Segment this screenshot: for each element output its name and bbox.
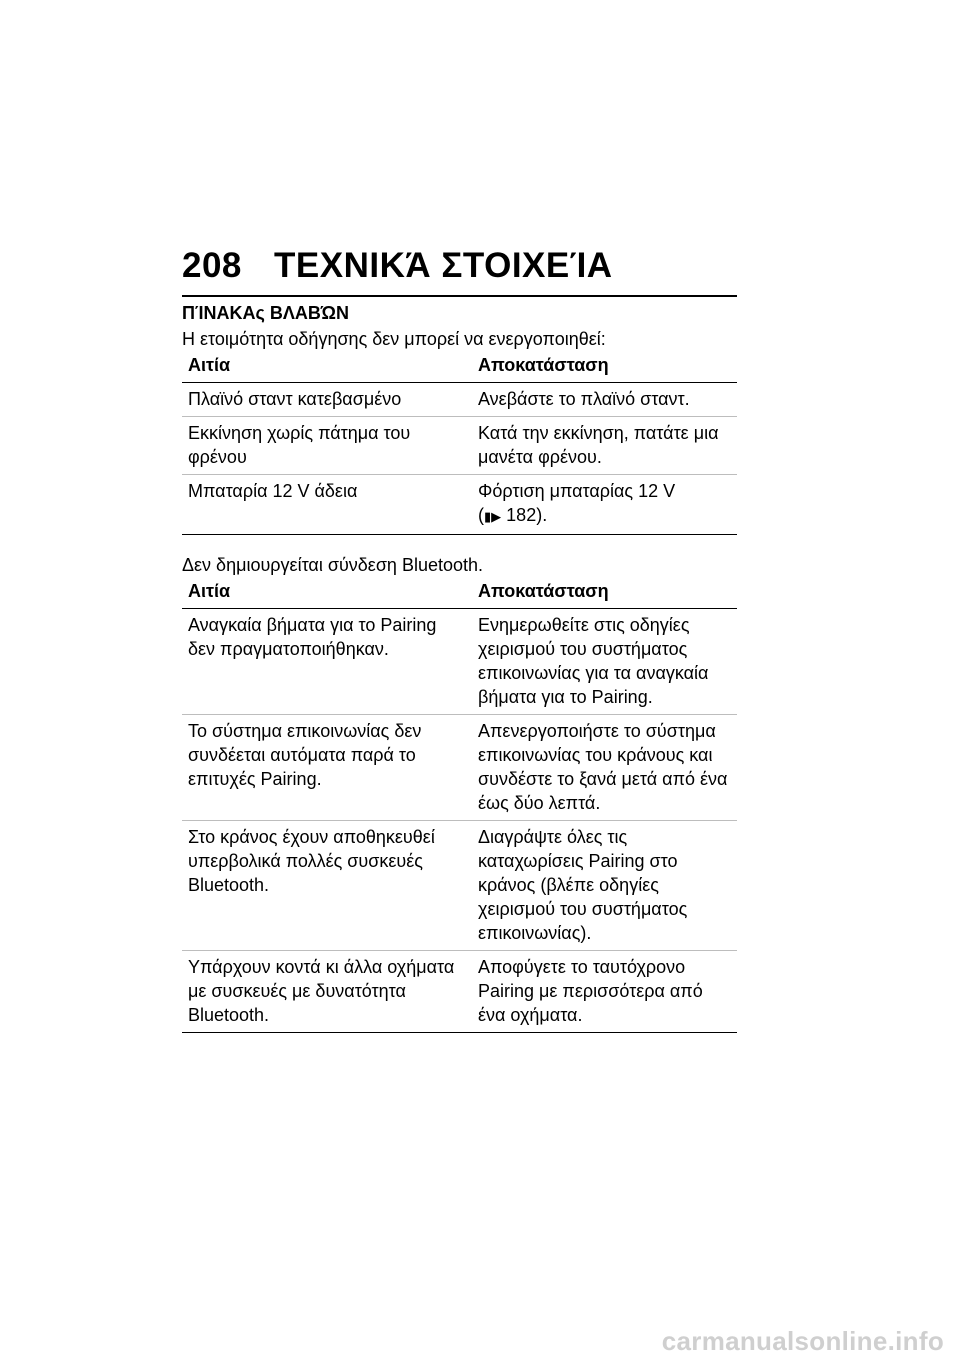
- remedy-cell: Κατά την εκκίνηση, πατάτε μια μανέτα φρένου.: [472, 417, 737, 475]
- section-title: ΠΊΝΑΚΑς ΒΛΑΒΏΝ: [182, 303, 349, 323]
- page-number: 208: [182, 246, 242, 285]
- chapter-title: ΤΕΧΝΙΚΆ ΣΤΟΙΧΕΊΑ: [274, 246, 613, 285]
- remedy-cell: Ενημερωθείτε στις οδηγίες χειρισμού του συστήματος επικοινωνίας για τα αναγκαία βήματα για το Pairing.: [472, 609, 737, 715]
- table-row: [182, 609, 737, 715]
- column-header-cause: Αιτία: [182, 577, 472, 609]
- page-reference-number[interactable]: 182).: [506, 505, 548, 525]
- table1-intro: Η ετοιμότητα οδήγησης δεν μπορεί να ενεργοποιηθεί:: [182, 329, 606, 349]
- table2-intro: Δεν δημιουργείται σύνδεση Bluetooth.: [182, 555, 484, 575]
- page-reference: (▮▶ 182).: [478, 505, 548, 525]
- remedy-text: Φόρτιση μπαταρίας 12 V: [478, 481, 676, 501]
- table-row: [182, 951, 737, 1033]
- remedy-cell: Ανεβάστε το πλαϊνό σταντ.: [472, 383, 737, 417]
- cause-cell: Υπάρχουν κοντά κι άλλα οχήματα με συσκευές με δυνατότητα Bluetooth.: [182, 951, 472, 1033]
- cause-cell: Στο κράνος έχουν αποθηκευθεί υπερβολικά πολλές συσκευές Bluetooth.: [182, 821, 472, 951]
- remedy-cell: Αποφύγετε το ταυτόχρονο Pairing με περισσότερα από ένα οχήματα.: [472, 951, 737, 1033]
- remedy-cell: Διαγράψτε όλες τις καταχωρίσεις Pairing στο κράνος (βλέπε οδηγίες χειρισμού του συστήματος επικοινωνίας).: [472, 821, 737, 951]
- table-header-row: [182, 577, 737, 609]
- arrow-right-icon: ▮▶: [484, 509, 502, 524]
- column-header-remedy: Αποκατάσταση: [472, 577, 737, 609]
- table-row: [182, 475, 737, 535]
- table-row: [182, 383, 737, 417]
- column-header-cause: Αιτία: [182, 351, 472, 383]
- cause-cell: Πλαϊνό σταντ κατεβασμένο: [182, 383, 472, 417]
- remedy-cell: Απενεργοποιήστε το σύστημα επικοινωνίας του κράνους και συνδέστε το ξανά μετά από ένα έως δύο λεπτά.: [472, 715, 737, 821]
- fault-table-bluetooth: [182, 577, 737, 1033]
- cause-cell: Μπαταρία 12 V άδεια: [182, 475, 472, 535]
- section-rule: [182, 295, 737, 297]
- table-header-row: [182, 351, 737, 383]
- table-row: [182, 821, 737, 951]
- table-row: [182, 417, 737, 475]
- cause-cell: Εκκίνηση χωρίς πάτημα του φρένου: [182, 417, 472, 475]
- column-header-remedy: Αποκατάσταση: [472, 351, 737, 383]
- fault-table-ready: [182, 351, 737, 535]
- page-content: [182, 295, 737, 1033]
- table-row: [182, 715, 737, 821]
- watermark: carmanualsonline.info: [661, 1326, 944, 1356]
- cause-cell: Αναγκαία βήματα για το Pairing δεν πραγματοποιήθηκαν.: [182, 609, 472, 715]
- page-header: [182, 246, 613, 286]
- cause-cell: Το σύστημα επικοινωνίας δεν συνδέεται αυτόματα παρά το επιτυχές Pairing.: [182, 715, 472, 821]
- remedy-cell: [472, 475, 737, 535]
